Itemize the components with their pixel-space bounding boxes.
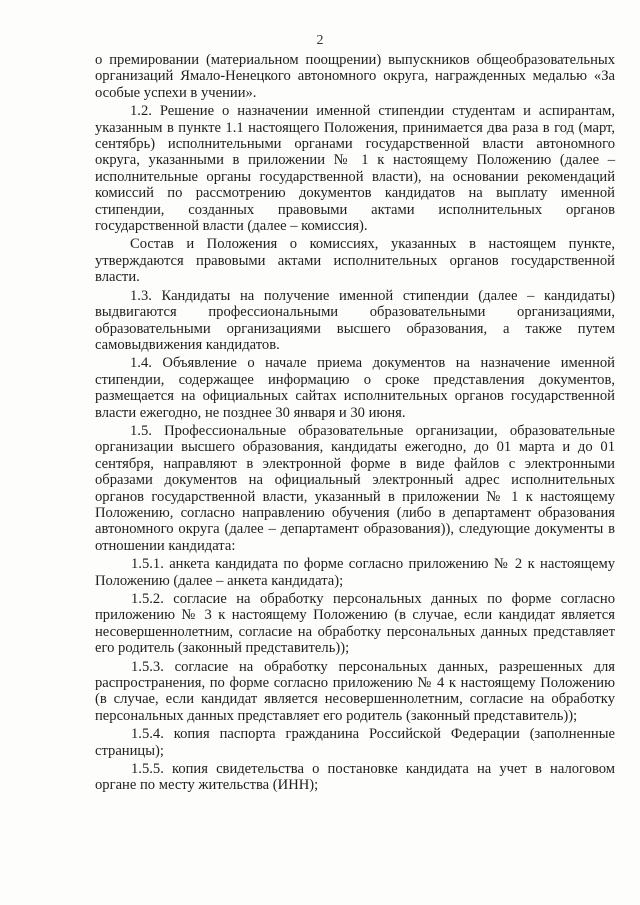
paragraph-continuation: о премировании (материальном поощрении) выпускников общеобразовательных организаций Ямало-Ненецкого автономного округа, награжденных медалью «За особые успехи в учении».	[95, 52, 615, 101]
paragraph-1-5: 1.5. Профессиональные образовательные организации, образовательные организации высшего образования, кандидаты ежегодно, до 01 марта и до 01 сентября, направляют в электронной форме в виде файлов с электронными образами документов на официальный электронный адрес исполнительных органов государственной власти, указанный в приложении № 1 к настоящему Положению, согласно направлению обучения (либо в департамент образования автономного округа (далее – департамент образования)), следующие документы в отношении кандидата:	[95, 422, 615, 554]
paragraph-1-5-2: 1.5.2. согласие на обработку персональных данных по форме согласно приложению № 3 к настоящему Положению (в случае, если кандидат является несовершеннолетним, согласие на обработку персональных данных представляет его родитель (законный представитель));	[95, 591, 615, 657]
paragraph-1-5-3: 1.5.3. согласие на обработку персональных данных, разрешенных для распространения, по форме согласно приложению № 4 к настоящему Положению (в случае, если кандидат является несовершеннолетним, согласие на обработку персональных данных представляет его родитель (законный представитель));	[95, 658, 615, 724]
paragraph-commission-composition: Состав и Положения о комиссиях, указанных в настоящем пункте, утверждаются правовыми актами исполнительных органов государственной власти.	[95, 236, 615, 286]
paragraph-1-5-4: 1.5.4. копия паспорта гражданина Российской Федерации (заполненные страницы);	[95, 726, 615, 759]
paragraph-1-4: 1.4. Объявление о начале приема документов на назначение именной стипендии, содержащее информацию о сроке представления документов, размещается на официальных сайтах исполнительных органов государственной власти ежегодно, не позднее 30 января и 30 июня.	[95, 355, 615, 421]
document-body	[95, 52, 615, 794]
paragraph-1-2: 1.2. Решение о назначении именной стипендии студентам и аспирантам, указанным в пункте 1.1 настоящего Положения, принимается два раза в год (март, сентябрь) исполнительными органами государственной власти автономного округа, указанными в приложении № 1 к настоящему Положению (далее – исполнительные органы государственной власти), на основании рекомендаций комиссий по рассмотрению документов кандидатов на выплату именной стипендии, созданных правовыми актами исполнительных органов государственной власти (далее – комиссия).	[95, 103, 615, 235]
paragraph-1-5-1: 1.5.1. анкета кандидата по форме согласно приложению № 2 к настоящему Положению (далее – анкета кандидата);	[95, 556, 615, 589]
paragraph-1-3: 1.3. Кандидаты на получение именной стипендии (далее – кандидаты) выдвигаются профессиональными образовательными организациями, образовательными организациями высшего образования, а также путем самовыдвижения кандидатов.	[95, 287, 615, 353]
page-number: 2	[316, 33, 324, 48]
paragraph-1-5-5: 1.5.5. копия свидетельства о постановке кандидата на учет в налоговом органе по месту жительства (ИНН);	[95, 761, 615, 794]
